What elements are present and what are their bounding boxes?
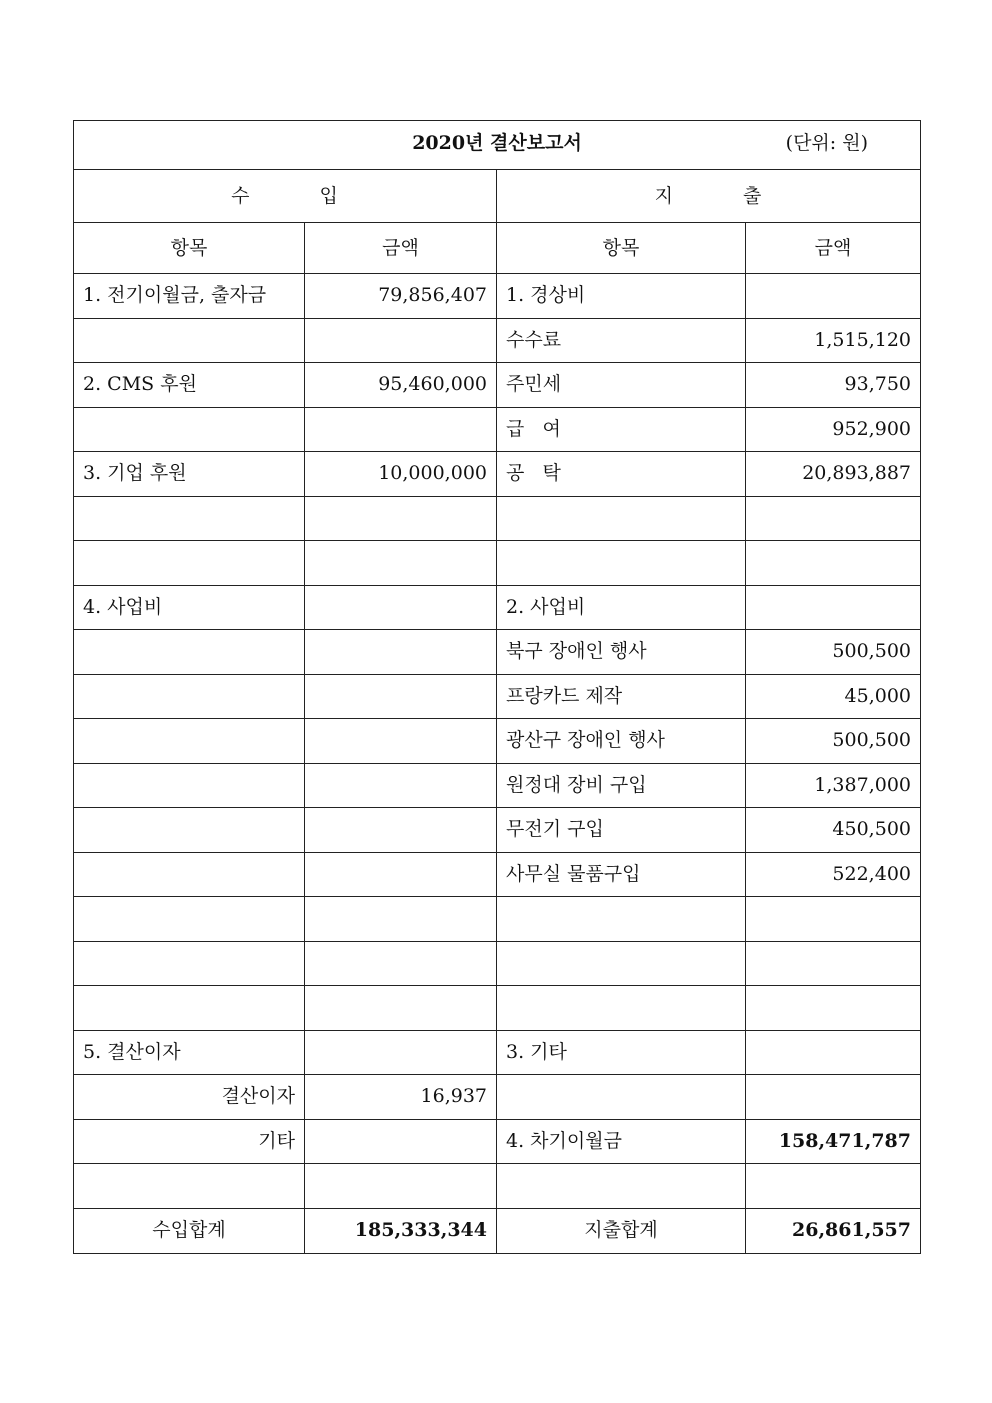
income-item-cell: 4. 사업비 — [74, 585, 305, 630]
income-amount-cell — [305, 407, 497, 452]
income-amount-cell — [305, 585, 497, 630]
expense-item-cell: 2. 사업비 — [497, 585, 746, 630]
income-total-value: 185,333,344 — [305, 1208, 497, 1253]
expense-item-cell: 공 탁 — [497, 452, 746, 497]
table-row — [74, 363, 921, 408]
income-amount-cell — [305, 852, 497, 897]
income-amount-cell — [305, 941, 497, 986]
settlement-report-table — [73, 120, 921, 1254]
income-amount-cell — [305, 674, 497, 719]
table-row — [74, 318, 921, 363]
expense-amount-cell: 93,750 — [746, 363, 921, 408]
expense-item-cell — [497, 1075, 746, 1120]
income-amount-cell — [305, 719, 497, 764]
table-row — [74, 1164, 921, 1209]
expense-amount-cell: 1,387,000 — [746, 763, 921, 808]
table-row — [74, 407, 921, 452]
table-row — [74, 897, 921, 942]
expense-item-cell — [497, 986, 746, 1031]
table-row — [74, 986, 921, 1031]
income-item-cell — [74, 496, 305, 541]
unit-label: (단위: 원) — [785, 132, 868, 154]
table-row — [74, 541, 921, 586]
income-item-cell: 결산이자 — [74, 1075, 305, 1120]
expense-item-cell: 무전기 구입 — [497, 808, 746, 853]
expense-total-value: 26,861,557 — [746, 1208, 921, 1253]
income-item-cell — [74, 318, 305, 363]
expense-amount-cell — [746, 585, 921, 630]
table-row — [74, 1030, 921, 1075]
income-item-header: 항목 — [74, 223, 305, 274]
expense-amount-cell — [746, 986, 921, 1031]
expense-item-header: 항목 — [497, 223, 746, 274]
title-row — [74, 121, 921, 170]
expense-amount-cell: 952,900 — [746, 407, 921, 452]
table-row — [74, 763, 921, 808]
income-item-cell — [74, 407, 305, 452]
totals-row — [74, 1208, 921, 1253]
expense-amount-cell: 450,500 — [746, 808, 921, 853]
expense-item-cell: 4. 차기이월금 — [497, 1119, 746, 1164]
income-item-cell — [74, 941, 305, 986]
income-item-cell — [74, 674, 305, 719]
income-item-cell — [74, 897, 305, 942]
income-total-label: 수입합계 — [74, 1208, 305, 1253]
expense-total-label: 지출합계 — [497, 1208, 746, 1253]
expense-amount-cell — [746, 941, 921, 986]
income-item-cell — [74, 719, 305, 764]
expense-amount-cell — [746, 1030, 921, 1075]
expense-item-cell — [497, 897, 746, 942]
expense-amount-cell — [746, 541, 921, 586]
expense-section-header: 지 출 — [497, 170, 921, 223]
expense-amount-cell — [746, 274, 921, 319]
table-row — [74, 496, 921, 541]
income-item-cell: 3. 기업 후원 — [74, 452, 305, 497]
income-item-cell: 2. CMS 후원 — [74, 363, 305, 408]
income-amount-cell — [305, 1164, 497, 1209]
expense-item-cell: 3. 기타 — [497, 1030, 746, 1075]
section-row — [74, 170, 921, 223]
income-item-cell — [74, 852, 305, 897]
expense-item-cell: 급 여 — [497, 407, 746, 452]
income-amount-cell — [305, 986, 497, 1031]
expense-amount-cell: 522,400 — [746, 852, 921, 897]
income-amount-cell: 16,937 — [305, 1075, 497, 1120]
table-row — [74, 808, 921, 853]
income-item-cell — [74, 630, 305, 675]
expense-item-cell: 북구 장애인 행사 — [497, 630, 746, 675]
income-amount-cell — [305, 630, 497, 675]
table-row — [74, 585, 921, 630]
table-row — [74, 452, 921, 497]
expense-item-cell: 원정대 장비 구입 — [497, 763, 746, 808]
income-item-cell — [74, 808, 305, 853]
table-row — [74, 1075, 921, 1120]
expense-amount-cell — [746, 496, 921, 541]
column-header-row — [74, 223, 921, 274]
income-amount-cell — [305, 1119, 497, 1164]
income-item-cell — [74, 541, 305, 586]
table-row — [74, 941, 921, 986]
report-title: 2020년 결산보고서 — [412, 132, 582, 154]
expense-item-cell — [497, 941, 746, 986]
income-amount-cell — [305, 541, 497, 586]
income-item-cell: 5. 결산이자 — [74, 1030, 305, 1075]
income-amount-cell: 79,856,407 — [305, 274, 497, 319]
table-row — [74, 674, 921, 719]
expense-amount-cell: 500,500 — [746, 630, 921, 675]
expense-amount-cell: 45,000 — [746, 674, 921, 719]
income-item-cell: 1. 전기이월금, 출자금 — [74, 274, 305, 319]
table-row — [74, 630, 921, 675]
table-row — [74, 852, 921, 897]
expense-amount-cell — [746, 1164, 921, 1209]
income-amount-cell: 10,000,000 — [305, 452, 497, 497]
title-cell — [74, 121, 921, 170]
expense-amount-cell: 500,500 — [746, 719, 921, 764]
expense-amount-cell — [746, 1075, 921, 1120]
expense-amount-header: 금액 — [746, 223, 921, 274]
income-amount-cell — [305, 763, 497, 808]
expense-item-cell: 프랑카드 제작 — [497, 674, 746, 719]
income-amount-header: 금액 — [305, 223, 497, 274]
expense-amount-cell — [746, 897, 921, 942]
income-item-cell — [74, 1164, 305, 1209]
income-item-cell — [74, 986, 305, 1031]
table-row — [74, 274, 921, 319]
expense-item-cell — [497, 541, 746, 586]
expense-item-cell: 사무실 물품구입 — [497, 852, 746, 897]
income-amount-cell — [305, 1030, 497, 1075]
expense-amount-cell: 1,515,120 — [746, 318, 921, 363]
expense-item-cell — [497, 1164, 746, 1209]
expense-amount-cell: 20,893,887 — [746, 452, 921, 497]
income-item-cell: 기타 — [74, 1119, 305, 1164]
income-item-cell — [74, 763, 305, 808]
income-amount-cell — [305, 808, 497, 853]
expense-item-cell: 주민세 — [497, 363, 746, 408]
income-amount-cell — [305, 318, 497, 363]
income-amount-cell — [305, 897, 497, 942]
income-amount-cell — [305, 496, 497, 541]
expense-item-cell — [497, 496, 746, 541]
expense-amount-cell: 158,471,787 — [746, 1119, 921, 1164]
table-row — [74, 719, 921, 764]
income-section-header: 수 입 — [74, 170, 497, 223]
expense-item-cell: 수수료 — [497, 318, 746, 363]
income-amount-cell: 95,460,000 — [305, 363, 497, 408]
table-row — [74, 1119, 921, 1164]
expense-item-cell: 1. 경상비 — [497, 274, 746, 319]
expense-item-cell: 광산구 장애인 행사 — [497, 719, 746, 764]
